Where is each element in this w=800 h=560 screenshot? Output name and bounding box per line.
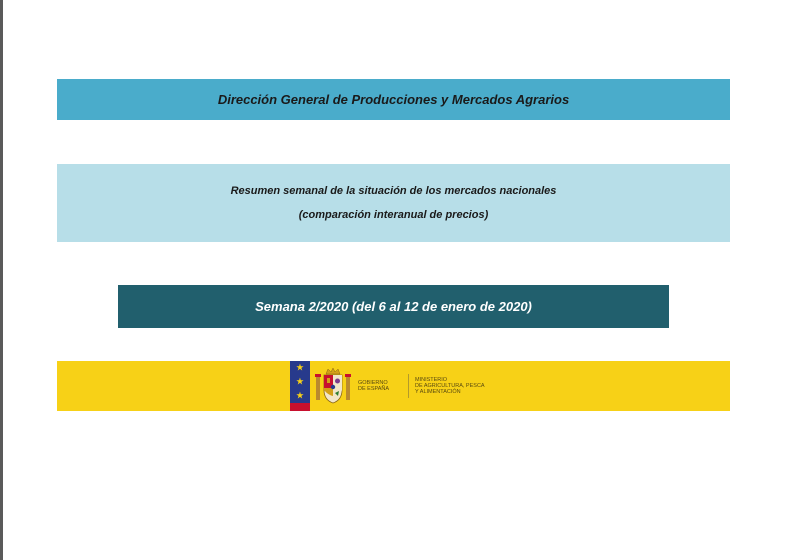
page-left-border	[0, 0, 3, 560]
directorate-title: Dirección General de Producciones y Mercados Agrarios	[217, 92, 570, 107]
government-name-line1: GOBIERNO	[358, 380, 388, 386]
ministry-name-line2: DE AGRICULTURA, PESCA	[415, 383, 485, 389]
star-icon: ★	[296, 363, 304, 372]
government-logo	[290, 361, 506, 411]
summary-band	[57, 164, 730, 242]
spain-red-stripe	[290, 403, 310, 411]
government-name	[356, 374, 409, 398]
week-label: Semana 2/2020 (del 6 al 12 de enero de 2020)	[255, 299, 532, 314]
week-band	[118, 285, 669, 328]
star-icon: ★	[296, 391, 304, 400]
header-band	[57, 79, 730, 120]
coat-of-arms-icon	[310, 361, 356, 411]
eu-blue-field	[290, 361, 310, 403]
summary-title: Resumen semanal de la situación de los mercados nacionales	[230, 185, 557, 197]
ministry-name-line3: Y ALIMENTACIÓN	[415, 389, 461, 395]
government-name-line2: DE ESPAÑA	[358, 386, 390, 392]
ministry-name	[409, 377, 505, 395]
government-band	[57, 361, 730, 411]
summary-subtitle: (comparación interanual de precios)	[298, 209, 489, 221]
eu-stripe	[290, 361, 310, 411]
star-icon: ★	[296, 377, 304, 386]
logo-text	[356, 361, 505, 411]
ministry-name-line1: MINISTERIO	[415, 377, 448, 383]
